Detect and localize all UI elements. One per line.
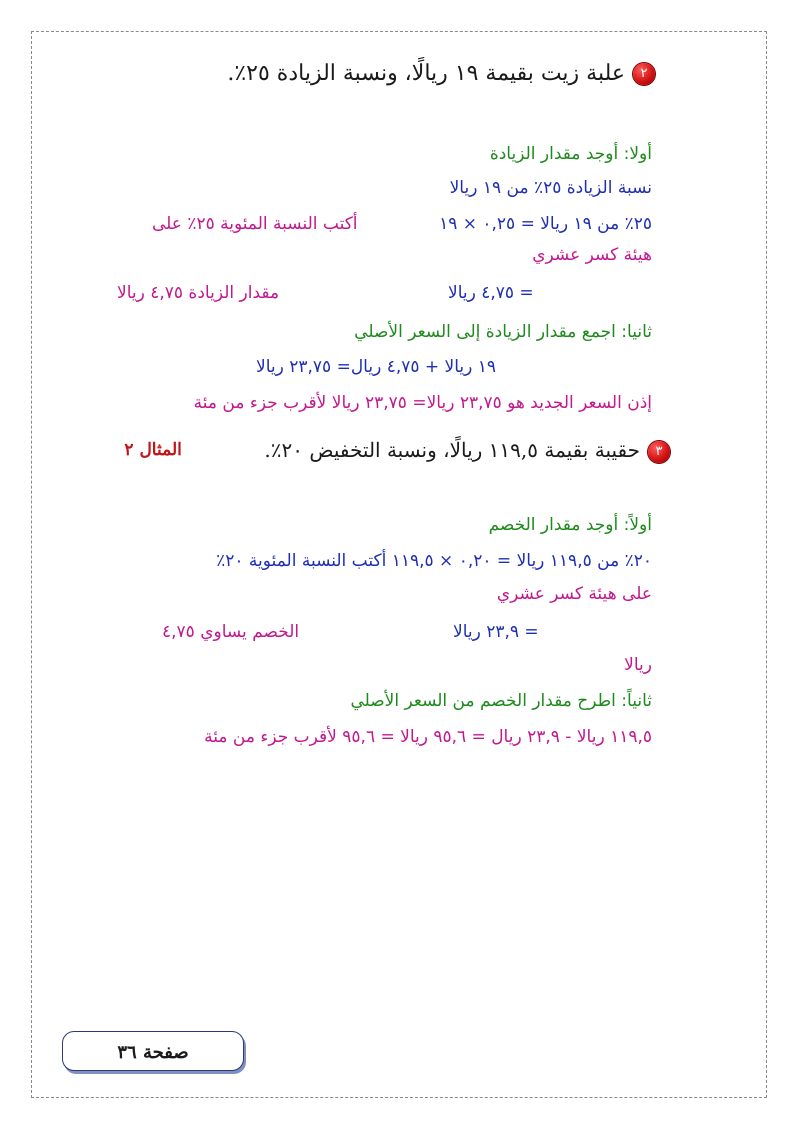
problem-3-sub-line: ١١٩,٥ ريالا - ٢٣,٩ ريال = ٩٥,٦ ريالا = ٩٥,٦ لأقرب جزء من مئة (204, 727, 652, 747)
problem-2-title-text: علبة زيت بقيمة ١٩ ريالًا، ونسبة الزيادة ٢٥٪. (227, 61, 625, 86)
problem-3-title-text: حقيبة بقيمة ١١٩,٥ ريالًا، ونسبة التخفيض ٢٠٪. (264, 438, 640, 462)
problem-2-decimal-note: أكتب النسبة المئوية ٢٥٪ على (152, 214, 358, 234)
page-number-box (62, 1031, 244, 1071)
problem-2-step2-heading: ثانيا: اجمع مقدار الزيادة إلى السعر الأصلي (354, 322, 652, 342)
problem-2-calc-line: ٢٥٪ من ١٩ ريالا = ٠,٢٥ × ١٩ (439, 214, 652, 234)
problem-3-step2-heading: ثانياً: اطرح مقدار الخصم من السعر الأصلي (350, 691, 652, 711)
problem-2-result: = ٤,٧٥ ريالا (448, 283, 534, 303)
problem-3-step1-heading: أولاً: أوجد مقدار الخصم (488, 515, 652, 535)
problem-3-title (124, 438, 670, 463)
page-number-label: صفحة ٣٦ (117, 1042, 189, 1063)
problem-3-calc-text: ٢٠٪ من ١١٩,٥ ريالا = ٠,٢٠ × ١١٩,٥ أكتب النسبة المئوية ٢٠٪ (216, 551, 652, 571)
problem-3-decimal-note: على هيئة كسر عشري (496, 584, 652, 604)
problem-2-result-note: مقدار الزيادة ٤,٧٥ ريالا (117, 283, 280, 303)
problem-2-sum-line: ١٩ ريالا + ٤,٧٥ ريال= ٢٣,٧٥ ريالا (256, 357, 497, 377)
problem-number-badge: ٢ (633, 63, 655, 85)
problem-3-result-note: الخصم يساوي ٤,٧٥ (162, 622, 300, 642)
problem-2-decimal-note-2: هيئة كسر عشري (532, 245, 652, 265)
problem-3-result-note-2: ريالا (624, 655, 652, 675)
problem-3-result: = ٢٣,٩ ريالا (453, 622, 539, 642)
problem-2-conclusion: إذن السعر الجديد هو ٢٣,٧٥ ريالا= ٢٣,٧٥ ريالا لأقرب جزء من مئة (193, 393, 652, 413)
example-label: المثال ٢ (124, 440, 182, 460)
problem-2-step1-heading: أولا: أوجد مقدار الزيادة (489, 144, 652, 164)
problem-number-badge: ٣ (648, 441, 670, 463)
problem-2-title (227, 63, 655, 85)
problem-3-calc-line (216, 553, 652, 570)
problem-2-percent-line: نسبة الزيادة ٢٥٪ من ١٩ ريالا (449, 178, 652, 198)
